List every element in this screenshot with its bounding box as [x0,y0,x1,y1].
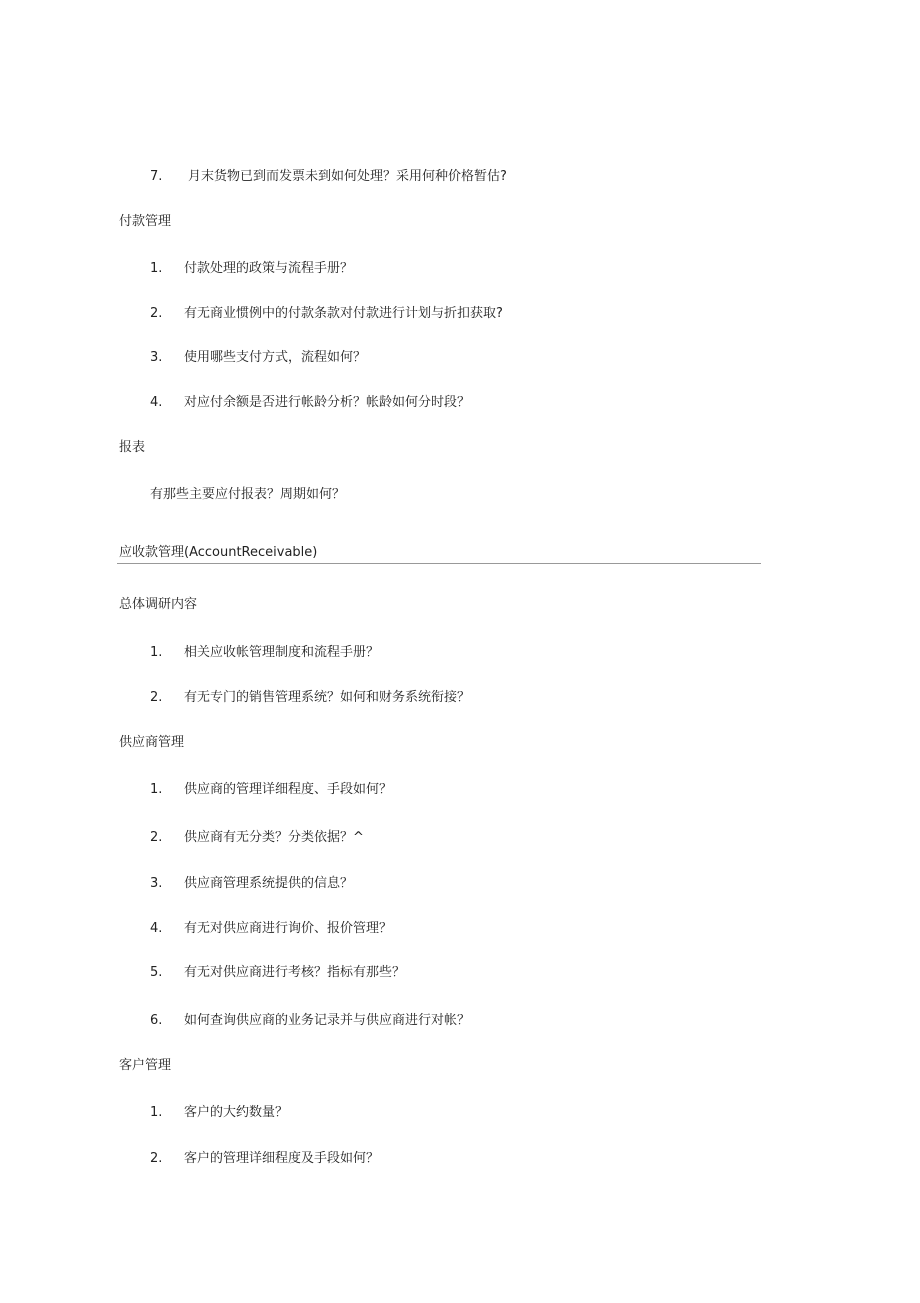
section-heading-payment: 付款管理 [119,214,172,229]
list-item-text: 有无对供应商进行询价、报价管理？ [184,921,393,936]
list-number: 1. [150,261,163,276]
title-underline [117,563,761,564]
chapter-title: 应收款管理(AccountReceivable) [119,545,318,560]
list-number: 1. [150,1105,163,1120]
list-item-text: 客户的管理详细程度及手段如何？ [184,1151,380,1166]
report-text: 有那些主要应付报表？周期如何？ [150,487,346,502]
list-item-text: 有无专门的销售管理系统？如何和财务系统衔接？ [184,690,471,705]
list-item-text: 对应付余额是否进行帐龄分析？帐龄如何分时段？ [184,395,471,410]
list-number: 1. [150,782,163,797]
list-number: 6. [150,1013,163,1028]
section-heading-supplier: 供应商管理 [119,735,185,750]
list-number: 7. [150,169,163,184]
list-item-text: 有无对供应商进行考核？指标有那些？ [184,965,406,980]
section-heading-customer: 客户管理 [119,1058,172,1073]
list-item-text: 供应商的管理详细程度、手段如何？ [184,782,393,797]
list-item-text: 客户的大约数量？ [184,1105,289,1120]
list-number: 5. [150,965,163,980]
list-item-text: 月末货物已到而发票未到如何处理？采用何种价格暂估? [188,169,507,184]
list-item-text: 如何查询供应商的业务记录并与供应商进行对帐？ [184,1013,471,1028]
list-item-text: 相关应收帐管理制度和流程手册？ [184,645,380,660]
list-item-text: 使用哪些支付方式，流程如何？ [184,350,367,365]
list-item-text: 付款处理的政策与流程手册？ [184,261,354,276]
list-number: 2. [150,690,163,705]
list-number: 3. [150,350,163,365]
list-item-text: 供应商有无分类？分类依据？^ [184,830,364,845]
section-heading-overview: 总体调研内容 [119,597,198,612]
list-number: 3. [150,876,163,891]
list-number: 2. [150,306,163,321]
list-number: 2. [150,830,163,845]
list-item-text: 供应商管理系统提供的信息？ [184,876,354,891]
list-number: 4. [150,395,163,410]
list-number: 2. [150,1151,163,1166]
section-heading-report: 报表 [119,440,146,455]
list-item-text: 有无商业惯例中的付款条款对付款进行计划与折扣获取? [184,306,503,321]
list-number: 4. [150,921,163,936]
list-number: 1. [150,645,163,660]
